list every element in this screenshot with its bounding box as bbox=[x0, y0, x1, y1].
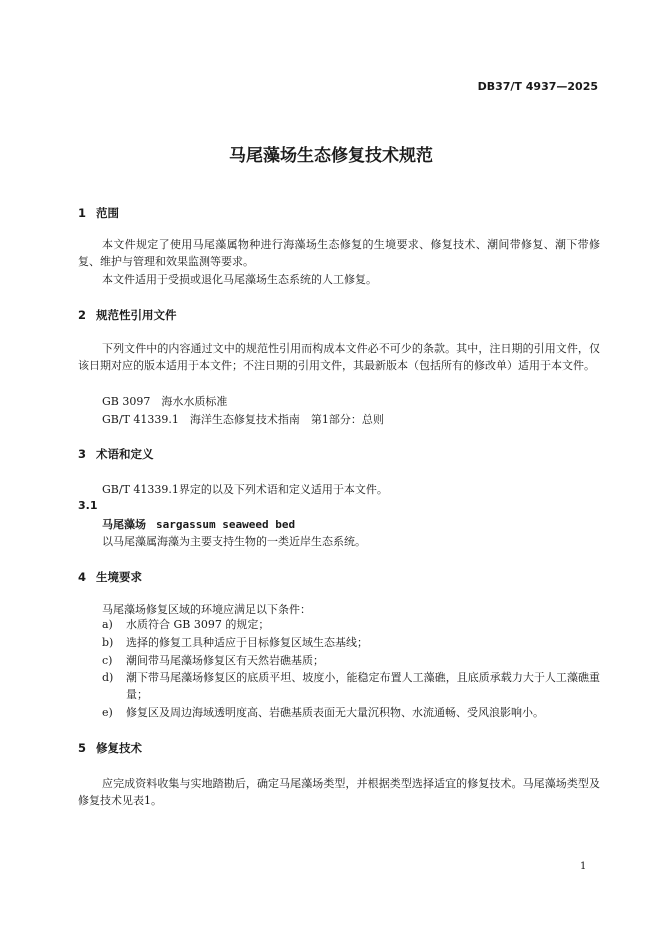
section-5-paragraph-1: 应完成资料收集与实地踏勘后，确定马尾藻场类型，并根据类型选择适宜的修复技术。马尾藻场类型及修复技术见表1。 bbox=[78, 777, 600, 807]
list-item-text: 潮间带马尾藻场修复区有天然岩礁基质； bbox=[126, 654, 324, 667]
list-item-label: c) bbox=[102, 654, 113, 667]
list-item bbox=[102, 669, 600, 703]
section-2-paragraph-1: 下列文件中的内容通过文中的规范性引用而构成本文件必不可少的条款。其中，注日期的引用文件，仅该日期对应的版本适用于本文件；不注日期的引用文件，其最新版本（包括所有的修改单）适用于本文件。 bbox=[78, 342, 600, 372]
section-4-intro: 马尾藻场修复区域的环境应满足以下条件： bbox=[102, 603, 311, 616]
section-3-paragraph-1: GB/T 41339.1界定的以及下列术语和定义适用于本文件。 bbox=[102, 483, 388, 496]
list-item-label: a) bbox=[102, 618, 113, 631]
normative-reference-1: GB 3097 海水水质标准 bbox=[102, 395, 228, 408]
section-number: 1 bbox=[78, 206, 87, 220]
list-item-text: 潮下带马尾藻场修复区的底质平坦、坡度小，能稳定布置人工藻礁，且底质承载力大于人工藻礁重量； bbox=[126, 671, 600, 701]
section-number: 2 bbox=[78, 308, 87, 322]
section-4-heading bbox=[78, 569, 142, 585]
section-number: 3 bbox=[78, 447, 87, 461]
term-entry bbox=[102, 516, 295, 532]
list-item-text: 选择的修复工具种适应于目标修复区域生态基线； bbox=[126, 636, 368, 649]
section-3-heading bbox=[78, 446, 154, 462]
term-number: 3.1 bbox=[78, 499, 98, 512]
section-number: 5 bbox=[78, 741, 87, 755]
section-title: 生境要求 bbox=[96, 570, 142, 584]
term-definition: 以马尾藻属海藻为主要支持生物的一类近岸生态系统。 bbox=[102, 535, 366, 548]
list-item bbox=[102, 704, 600, 721]
section-1-paragraph-2: 本文件适用于受损或退化马尾藻场生态系统的人工修复。 bbox=[102, 273, 377, 286]
list-item-text: 修复区及周边海域透明度高、岩礁基质表面无大量沉积物、水流通畅、受风浪影响小。 bbox=[126, 706, 544, 719]
section-title: 规范性引用文件 bbox=[96, 308, 177, 322]
section-title: 范围 bbox=[96, 206, 119, 220]
section-2-heading bbox=[78, 307, 177, 323]
section-title: 修复技术 bbox=[96, 741, 142, 755]
list-item-text: 水质符合 GB 3097 的规定； bbox=[126, 618, 270, 631]
normative-reference-2: GB/T 41339.1 海洋生态修复技术指南 第1部分：总则 bbox=[102, 413, 384, 426]
list-item bbox=[102, 634, 600, 651]
list-item bbox=[102, 616, 600, 633]
page-number: 1 bbox=[580, 861, 587, 872]
list-item-label: b) bbox=[102, 636, 114, 649]
term-english: sargassum seaweed bed bbox=[156, 518, 296, 531]
section-number: 4 bbox=[78, 570, 87, 584]
list-item bbox=[102, 652, 600, 669]
document-code: DB37/T 4937—2025 bbox=[477, 80, 598, 93]
term-chinese: 马尾藻场 bbox=[102, 518, 146, 531]
section-1-heading bbox=[78, 205, 119, 221]
list-item-label: e) bbox=[102, 706, 113, 719]
section-5-heading bbox=[78, 740, 142, 756]
document-title: 马尾藻场生态修复技术规范 bbox=[229, 146, 433, 166]
section-title: 术语和定义 bbox=[96, 447, 154, 461]
list-item-label: d) bbox=[102, 671, 114, 684]
section-1-paragraph-1: 本文件规定了使用马尾藻属物种进行海藻场生态修复的生境要求、修复技术、潮间带修复、潮下带修复、维护与管理和效果监测等要求。 bbox=[78, 238, 600, 268]
